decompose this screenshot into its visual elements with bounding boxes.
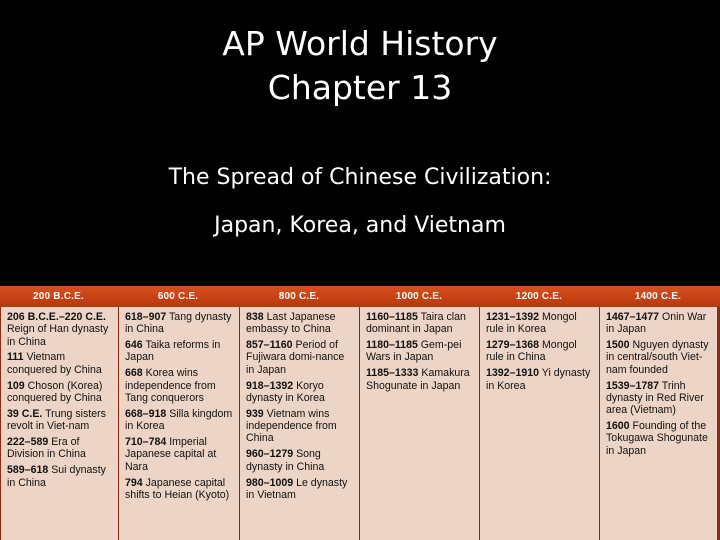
entry-date: 857–1160 — [246, 339, 293, 352]
timeline-column — [479, 307, 599, 540]
entry-text: Founding of the Tokugawa Shogunate in Japan — [606, 420, 708, 457]
subtitle-line-2: Japan, Korea, and Vietnam — [214, 213, 506, 238]
entry-text: Vietnam conquered by China — [7, 351, 102, 376]
title-line-2: Chapter 13 — [267, 68, 453, 107]
timeline-entry — [246, 408, 355, 445]
timeline-entry — [366, 311, 475, 336]
timeline-entry — [246, 477, 355, 502]
period-label: 200 B.C.E. — [33, 291, 84, 302]
entry-date: 589–618 — [7, 464, 49, 477]
entry-date: 1392–1910 — [486, 367, 540, 380]
timeline-entry — [486, 367, 595, 392]
title-line-1: AP World History — [222, 24, 498, 63]
entry-text: Le dynasty in Vietnam — [246, 476, 348, 501]
entry-date: 1467–1477 — [606, 311, 660, 323]
entry-date: 668 — [125, 367, 143, 380]
timeline-entry — [7, 351, 114, 376]
entry-date: 794 — [125, 476, 143, 489]
entry-date: 1185–1333 — [366, 367, 419, 380]
timeline-entry — [606, 339, 713, 376]
timeline-entry — [125, 311, 235, 336]
entry-text: Tang dynasty in China — [125, 311, 232, 336]
entry-text: Koryo dynasty in Korea — [246, 379, 325, 404]
entry-text: Sui dynasty in China — [7, 464, 106, 489]
entry-text: Mongol rule in China — [486, 339, 577, 364]
entry-text: Japanese capital shifts to Heian (Kyoto) — [125, 476, 230, 501]
entry-date: 1600 — [606, 420, 630, 433]
period-label: 1000 C.E. — [395, 291, 443, 302]
entry-date: 668–918 — [125, 407, 167, 420]
timeline-entry — [246, 448, 355, 473]
timeline-column — [359, 307, 479, 540]
timeline-table — [0, 286, 720, 540]
entry-text: Vietnam wins independence from China — [246, 407, 337, 445]
entry-date: 109 — [7, 379, 25, 392]
timeline-entry — [246, 311, 355, 336]
entry-date: 646 — [125, 339, 143, 352]
slide-title — [0, 22, 720, 110]
timeline-entry — [125, 436, 235, 473]
entry-text: Onin War in Japan — [606, 311, 707, 336]
timeline-entry — [125, 339, 235, 364]
entry-text: Taira clan dominant in Japan — [366, 311, 466, 336]
entry-date: 1500 — [606, 339, 630, 352]
entry-text: Song dynasty in China — [246, 448, 325, 473]
entry-date: 939 — [246, 407, 264, 420]
entry-text: Taika reforms in Japan — [125, 339, 221, 364]
period-label: 1200 C.E. — [515, 291, 563, 302]
entry-date: 838 — [246, 311, 264, 323]
timeline-column — [239, 307, 359, 540]
entry-text: Nguyen dynasty in central/south Viet-nam founded — [606, 339, 709, 376]
timeline-column — [0, 307, 118, 540]
entry-date: 206 B.C.E.–220 C.E. — [7, 311, 106, 323]
period-label: 800 C.E. — [278, 291, 320, 302]
entry-date: 1539–1787 — [606, 379, 660, 392]
entry-text: Mongol rule in Korea — [486, 311, 577, 336]
entry-text: Last Japanese embassy to China — [246, 311, 336, 336]
timeline-entry — [246, 339, 355, 376]
entry-date: 980–1009 — [246, 476, 294, 489]
timeline-entry — [125, 367, 235, 404]
timeline-entry — [7, 408, 114, 433]
entry-text: Trinh dynasty in Red River area (Vietnam) — [606, 379, 704, 417]
entry-text: Reign of Han dynasty in China — [7, 323, 109, 348]
entry-text: Choson (Korea) conquered by China — [7, 379, 103, 404]
timeline-entry — [606, 380, 713, 417]
period-label: 1400 C.E. — [634, 291, 682, 302]
entry-date: 618–907 — [125, 311, 167, 323]
slide-subtitle — [0, 154, 720, 250]
timeline-entry — [486, 339, 595, 364]
timeline-column — [599, 307, 717, 540]
entry-date: 710–784 — [125, 436, 167, 449]
entry-text: Period of Fujiwara domi-nance in Japan — [246, 339, 345, 376]
entry-text: Kamakura Shogunate in Japan — [366, 367, 470, 392]
entry-text: Korea wins independence from Tang conquerors — [125, 367, 216, 404]
timeline-header — [0, 286, 720, 307]
entry-text: Gem-pei Wars in Japan — [366, 339, 462, 364]
entry-date: 1279–1368 — [486, 339, 540, 352]
entry-date: 222–589 — [7, 436, 49, 449]
entry-date: 39 C.E. — [7, 407, 43, 420]
timeline-entry — [7, 464, 114, 489]
timeline-entry — [606, 420, 713, 457]
timeline-entry — [486, 311, 595, 336]
entry-date: 1180–1185 — [366, 339, 418, 352]
entry-date: 918–1392 — [246, 379, 294, 392]
timeline-entry — [125, 477, 235, 502]
entry-date: 111 — [7, 351, 24, 364]
subtitle-line-1: The Spread of Chinese Civilization: — [168, 165, 552, 190]
entry-date: 1231–1392 — [486, 311, 540, 323]
timeline-entry — [246, 380, 355, 405]
entry-text: Imperial Japanese capital at Nara — [125, 436, 217, 473]
entry-text: Era of Division in China — [7, 436, 86, 461]
timeline-entry — [125, 408, 235, 433]
period-label: 600 C.E. — [157, 291, 199, 302]
entry-text: Trung sisters revolt in Viet-nam — [7, 407, 106, 433]
timeline-column — [118, 307, 239, 540]
timeline-entry — [7, 436, 114, 461]
timeline-entry — [7, 380, 114, 405]
timeline-entry — [7, 311, 114, 348]
entry-text: Yi dynasty in Korea — [486, 367, 591, 392]
entry-date: 960–1279 — [246, 448, 294, 461]
timeline-entry — [366, 339, 475, 364]
entry-text: Silla kingdom in Korea — [125, 407, 233, 433]
entry-date: 1160–1185 — [366, 311, 418, 323]
timeline-entry — [366, 367, 475, 392]
timeline-entry — [606, 311, 713, 336]
